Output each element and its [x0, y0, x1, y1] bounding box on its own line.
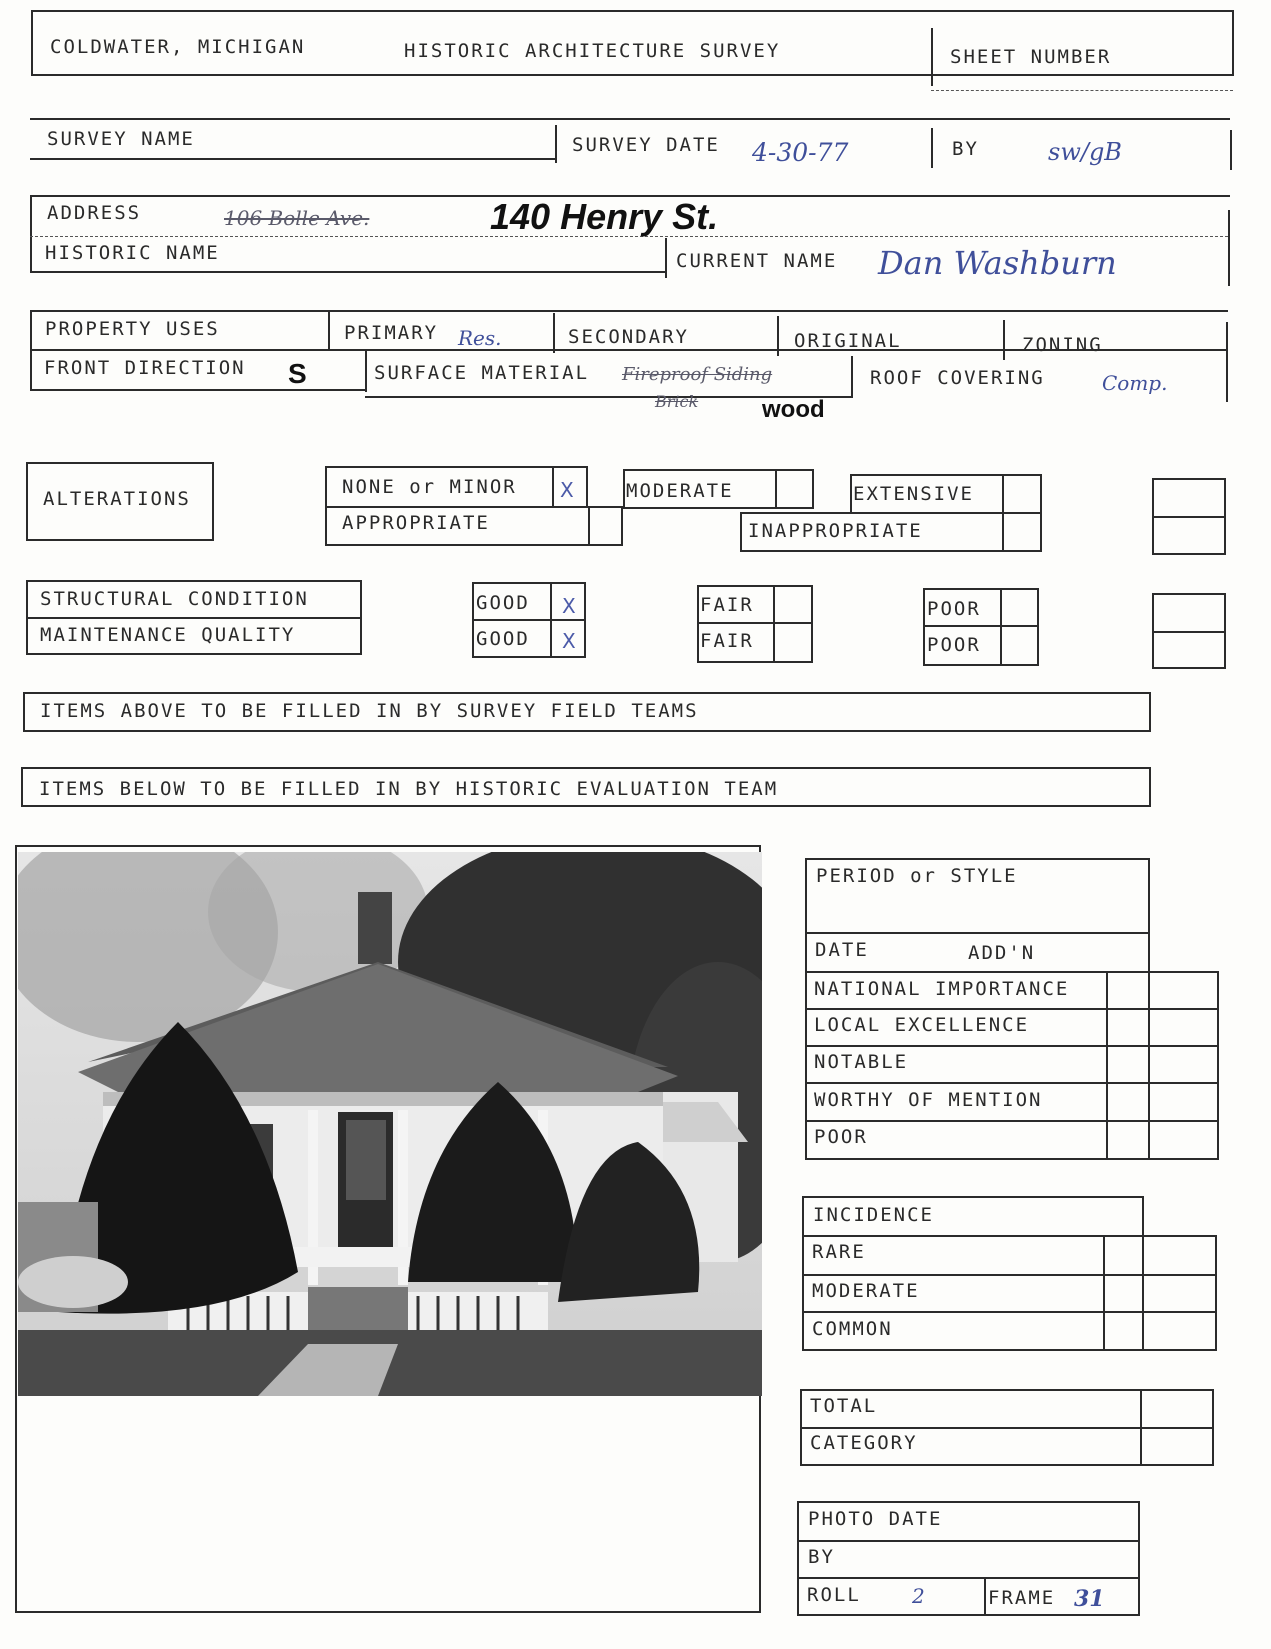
eval-line-6: [805, 1120, 1217, 1122]
roof-covering-value[interactable]: Comp.: [1102, 371, 1168, 395]
poor-maintenance-label: POOR: [927, 634, 981, 656]
surface-value[interactable]: wood: [762, 396, 825, 423]
eval-score-bottom: [1106, 1158, 1217, 1160]
inappropriate-label: INAPPROPRIATE: [748, 520, 923, 542]
survey-row-top: [30, 118, 1230, 120]
roll-value[interactable]: 2: [912, 1584, 925, 1608]
total-mid: [800, 1427, 1214, 1429]
common-label: COMMON: [812, 1318, 893, 1340]
maintenance-good-check[interactable]: X: [562, 629, 576, 653]
property-top: [30, 310, 1228, 312]
historic-bottom: [30, 271, 665, 273]
address-right: [1228, 210, 1230, 286]
poor-mid: [923, 625, 1039, 627]
property-left: [30, 310, 32, 390]
eval-line-3: [805, 1008, 1217, 1010]
primary-value[interactable]: Res.: [458, 326, 502, 350]
fair-mid: [697, 622, 813, 624]
form-title: HISTORIC ARCHITECTURE SURVEY: [404, 40, 781, 62]
surface-material-label: SURFACE MATERIAL: [374, 362, 590, 384]
inc-line-2: [802, 1274, 1215, 1276]
survey-right-edge: [1230, 130, 1232, 170]
inc-line-3: [802, 1311, 1215, 1313]
poor-check-divider: [1000, 588, 1002, 666]
secondary-label: SECONDARY: [568, 326, 689, 348]
alterations-label: ALTERATIONS: [43, 488, 191, 510]
property-bottom-a: [30, 389, 365, 391]
extensive-check-divider: [1002, 474, 1004, 514]
appropriate-check-divider: [588, 506, 590, 546]
category-label: CATEGORY: [810, 1432, 918, 1454]
eval-poor-label: POOR: [814, 1126, 868, 1148]
frame-value[interactable]: 31: [1074, 1586, 1105, 1612]
local-excellence-label: LOCAL EXCELLENCE: [814, 1014, 1030, 1036]
notable-label: NOTABLE: [814, 1051, 909, 1073]
good-structural-label: GOOD: [476, 592, 530, 614]
date-label: DATE: [815, 939, 869, 961]
fair-maintenance-label: FAIR: [700, 630, 754, 652]
incidence-label: INCIDENCE: [813, 1204, 934, 1226]
appropriate-label: APPROPRIATE: [342, 512, 490, 534]
total-score-divider: [1140, 1389, 1142, 1466]
current-name-value[interactable]: Dan Washburn: [878, 244, 1117, 282]
property-div-3: [777, 316, 779, 356]
property-div-2: [553, 313, 555, 353]
rare-label: RARE: [812, 1241, 866, 1263]
worthy-of-mention-label: WORTHY OF MENTION: [814, 1089, 1043, 1111]
address-left: [30, 195, 32, 271]
property-div-6: [851, 356, 853, 398]
inc-score-right: [1215, 1235, 1217, 1351]
roll-frame-divider: [984, 1577, 986, 1616]
good-maintenance-label: GOOD: [476, 628, 530, 650]
eval-line-5: [805, 1082, 1217, 1084]
maintenance-quality-label: MAINTENANCE QUALITY: [40, 624, 296, 646]
inc-score-divider: [1103, 1235, 1105, 1351]
inc-score-bottom: [1103, 1349, 1215, 1351]
photo-info-line-2: [797, 1577, 1140, 1579]
address-label: ADDRESS: [47, 202, 142, 224]
alterations-score-mid: [1152, 516, 1226, 518]
good-check-divider: [550, 582, 552, 658]
frame-label: FRAME: [988, 1587, 1056, 1609]
front-direction-label: FRONT DIRECTION: [44, 357, 246, 379]
zoning-label: ZONING: [1022, 334, 1103, 356]
historic-name-label: HISTORIC NAME: [45, 242, 220, 264]
header-dash: [931, 90, 1233, 91]
survey-divider-1: [555, 125, 557, 163]
surface-struck-1: Fireproof Siding: [622, 364, 773, 385]
eval-line-4: [805, 1045, 1217, 1047]
address-value[interactable]: 140 Henry St.: [490, 196, 719, 237]
primary-label: PRIMARY: [344, 322, 439, 344]
survey-date-label: SURVEY DATE: [572, 134, 720, 156]
inappropriate-check-divider: [1002, 512, 1004, 552]
header-divider: [931, 28, 933, 86]
property-uses-label: PROPERTY USES: [45, 318, 220, 340]
condition-score-mid: [1152, 631, 1226, 633]
photo-date-label: PHOTO DATE: [808, 1508, 943, 1530]
above-note: ITEMS ABOVE TO BE FILLED IN BY SURVEY FIELD TEAMS: [40, 700, 699, 722]
names-divider: [665, 238, 667, 278]
property-div-1: [328, 310, 330, 350]
roll-label: ROLL: [807, 1584, 861, 1606]
house-photograph: [18, 852, 762, 1396]
moderate-label: MODERATE: [626, 480, 734, 502]
photo-info-line-1: [797, 1540, 1140, 1542]
front-direction-value[interactable]: S: [288, 358, 307, 389]
survey-divider-2: [931, 128, 933, 168]
eval-line-2: [805, 971, 1217, 973]
roof-covering-label: ROOF COVERING: [870, 367, 1045, 389]
fair-structural-label: FAIR: [700, 594, 754, 616]
poor-structural-label: POOR: [927, 598, 981, 620]
none-minor-check[interactable]: X: [560, 478, 574, 502]
below-note: ITEMS BELOW TO BE FILLED IN BY HISTORIC EVALUATION TEAM: [39, 778, 779, 800]
photo-by-label: BY: [808, 1546, 835, 1568]
eval-score-divider: [1106, 971, 1108, 1160]
sheet-number-label: SHEET NUMBER: [950, 46, 1112, 68]
moderate-check-divider: [775, 469, 777, 509]
eval-score-right: [1217, 971, 1219, 1160]
fair-check-divider: [773, 585, 775, 663]
none-minor-check-divider: [552, 466, 554, 508]
inc-moderate-label: MODERATE: [812, 1280, 920, 1302]
none-minor-label: NONE or MINOR: [342, 476, 517, 498]
address-struck-value: 106 Bolle Ave.: [224, 206, 370, 230]
property-div-4: [1003, 320, 1005, 360]
structural-condition-label: STRUCTURAL CONDITION: [40, 588, 309, 610]
inc-line-1: [802, 1235, 1215, 1237]
structural-good-check[interactable]: X: [562, 594, 576, 618]
condition-mid: [26, 617, 362, 619]
original-label: ORIGINAL: [794, 330, 902, 352]
surface-struck-2: Brick: [655, 392, 699, 411]
current-name-label: CURRENT NAME: [676, 250, 838, 272]
national-importance-label: NATIONAL IMPORTANCE: [814, 978, 1070, 1000]
good-mid: [472, 619, 586, 621]
total-label: TOTAL: [810, 1395, 878, 1417]
property-div-5: [365, 350, 367, 392]
period-style-label: PERIOD or STYLE: [816, 865, 1018, 887]
survey-name-label: SURVEY NAME: [47, 128, 195, 150]
house-photo-art: [18, 852, 762, 1396]
survey-date-value[interactable]: 4-30-77: [752, 138, 849, 167]
extensive-label: EXTENSIVE: [853, 483, 974, 505]
city-label: COLDWATER, MICHIGAN: [50, 36, 306, 58]
property-right: [1226, 322, 1228, 402]
addn-label: ADD'N: [968, 942, 1036, 964]
survey-by-label: BY: [952, 138, 979, 160]
survey-row-bottom: [30, 158, 555, 160]
survey-by-value[interactable]: sw/gB: [1048, 138, 1122, 166]
eval-line-1: [805, 932, 1150, 934]
